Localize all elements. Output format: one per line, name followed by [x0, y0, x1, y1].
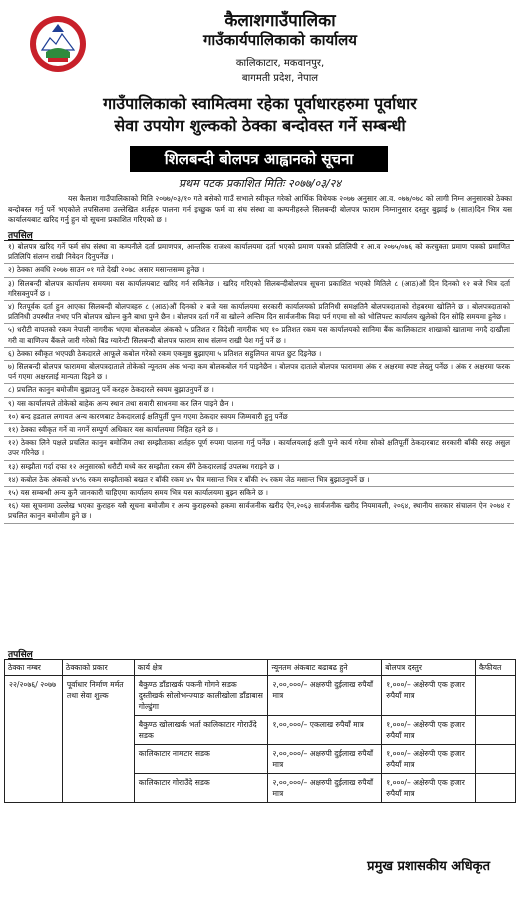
condition-item: १०) बन्द हडताल लगायत अन्य कारणबाट ठेकदारलाई क्षतिपुर्ती पुग्न गएमा ठेकदार स्वयम जिम्मवारी हुनु पर्नेछ [4, 411, 514, 424]
address-line-2: बागमती प्रदेश, नेपाल [241, 73, 319, 84]
office-name: गाउँकार्यपालिकाको कार्यालय [202, 31, 357, 49]
minimum-amount: २,००,०००/– अक्षरुपी दुईलाख रुपैयाँ मात्र [268, 745, 382, 774]
col-tender-fee: बोलपत्र दस्तुर [382, 660, 476, 676]
tender-fee: १,०००/– अक्षेरुपी एक हजार रुपैयाँ मात्र [382, 716, 476, 745]
work-area: कालिकाटार नामटार सडक [134, 745, 268, 774]
minimum-amount: १,००,०००/– एकलाख रुपैयाँ मात्र [268, 716, 382, 745]
notice-title-line-2: सेवा उपयोग शुल्कको ठेक्का बन्दोवस्त गर्ने सम्बन्धी [114, 116, 406, 135]
table-header-row [5, 660, 516, 676]
intro-paragraph: यस कैलाश गाउँपालिकाको मिति २०७७/०३/१० गते बसेको गाउँ सभाले स्वीकृत गरेको आर्थिक विधेयक २०७७ अनुसार आ.व. ०७७/०७८ को लागी निम्न अनुसारको ठेक्का बन्दोबस्त गर्नु पर्ने भएकोले तपसिलमा उल्लेखित शर्तहरु पालना गर्न इच्छुक फर्म वा संघ संस्था वा कम्पनीहरुले सिलबन्दी बोलपत्र फाराम निम्नानुसार दस्तुर बुझाई ७ (सात)दिन भित्र यस कार्यालयबाट खरिद गर्नु हुन यो सूचना प्रकाशित गरिएको छ । [8, 194, 512, 224]
condition-item: १२) ठेक्का लिने पक्षले प्रचलित कानुन बमोजिम तथा सम्झौताका शर्तहरु पूर्ण रुपमा पालना गर्नु पर्नेछ । कार्यालयलाई क्षती पुग्ने कार्य गरेमा सोको क्षतिपूर्ती ठेकदारबाट सरकारी बाँकी सरह असुल उपर गरिनेछ । [4, 437, 514, 460]
work-area: बैकुण्ठ खोलाखर्क भर्ता कालिकाटार गोराउँदे सडक [134, 716, 268, 745]
section-label: तपसिल [8, 231, 33, 241]
col-work-area: कार्य क्षेत्र [134, 660, 268, 676]
condition-item: १५) यस सम्बन्धी अन्य कुनै जानकारी चाहिएमा कार्यालय समय भित्र यस कार्यालयमा बुझ्न सकिने छ । [4, 487, 514, 500]
condition-item: ६) ठेक्का स्वीकृत भएपछी ठेकदारले आफूले कबोल गरेको रकम एकमुष्ठ बुझाएमा ५ प्रतिशत सहुलियत वापत छुट दिइनेछ । [4, 348, 514, 361]
col-contract-no: ठेक्का नम्बर [5, 660, 63, 676]
nepal-emblem-icon [28, 14, 88, 74]
remarks [475, 745, 515, 774]
condition-item: ९) यस कार्यालयले तोकेको बाहेक अन्य स्थान तथा सवारी साधनमा कर लिन पाइने छैन । [4, 398, 514, 411]
remarks [475, 676, 515, 716]
condition-item: २) ठेक्का अवधि २०७७ साउन ०१ गते देखी २०७८ असार मसान्तसम्म हुनेछ । [4, 264, 514, 277]
notice-heading-box: शिलबन्दी बोलपत्र आह्वानको सूचना [130, 146, 388, 172]
condition-item: १४) कबोल ठेक अंकको ४५% रकम सम्झौताको बखत र बाँकी रकम ४५ चैत्र मसान्त भित्र र बाँकी २५ रकम जेठ मसान्त भित्र बुझाउनुपर्ने छ । [4, 474, 514, 487]
tender-fee: १,०००/– अक्षेरुपी एक हजार रुपैयाँ मात्र [382, 774, 476, 803]
contract-table [4, 659, 516, 803]
remarks [475, 774, 515, 803]
condition-item: ७) सिलबन्दी बोलपत्र फाराममा बोलपत्रदाताले तोकेको न्यूनतम अंक भन्दा कम बोलकबोल गर्न पाइनेछैन । बोलपत्र दाताले बोलपत्र फाराममा अंक र अक्षरमा स्पष्ट लेख्नु पर्नेछ । अंक र अक्षरमा फरक पर्न गएमा अक्षरलाई मान्यता दिइने छ । [4, 361, 514, 384]
condition-item: १६) यस सूचनामा उल्लेख भएका कुराहरु यसै सूचना बमोजीम र अन्य कुराहरुको हकमा सार्वजनीक खरीद ऐन,२०६३ सार्वजनीक खरीद नियमावली, २०६४, स्थानीय सरकार संचालन ऐन २०७४ र प्रचलित कानुन बमोजीम हुने छ । [4, 500, 514, 523]
work-area: बैकुण्ठ डाँडाखर्क पकनी गोगने सडक दुस्तीखर्क सोलोभन्ज्याङ कालीखोला डाँडाबास गोल्ढुंगा [134, 676, 268, 716]
table-section-label: तपसिल [8, 650, 33, 660]
municipality-name: कैलाशगाउँपालिका [224, 11, 336, 31]
condition-item: १) बोलपत्र खरिद गर्ने फर्म संघ संस्था वा कम्पनीले दर्ता प्रमाणपत्र, आन्तरिक राजश्व कार्यालयमा दर्ता भएको प्रमाण पत्रको प्रतिलिपी र आ.व २०७५/०७६ को करचुक्ता प्रमाण पत्रको प्रमाणित प्रतिलिपि संलग्न राखी निवेदन दिनुपर्नेछ । [4, 241, 514, 264]
work-area: कालिकाटार गोराउँदे सडक [134, 774, 268, 803]
col-remarks: कैफीयत [475, 660, 515, 676]
signatory-title: प्रमुख प्रशासकीय अधिकृत [367, 859, 490, 874]
minimum-amount: २,००,०००/– अक्षरुपी दुईलाख रुपैयाँ मात्र [268, 676, 382, 716]
contract-type: पूर्वाधार निर्माण मर्मत तथा सेवा शुल्क [62, 676, 134, 803]
condition-item: ८) प्रचलित कानुन बमोजीम बुझाउनु पर्ने करहरु ठेकदारले स्वयम बुझाउनुपर्ने छ । [4, 384, 514, 397]
condition-item: ४) रितपूर्वक दर्ता हुन आएका सिलबन्दी बोलपत्रहरु ८ (आठ)औं दिनको २ बजे यस कार्यालयमा सरकारी कार्यालयको प्रतिनिधी समक्षतिनै बोलपत्रदाताको रोहबरमा खोलिने छ । बोलपत्रदाताको प्रतिनिधी उपस्थीत नभए पनि बोलपत्र खोल्न कुनै बाधा पुग्ने छैन । बोलपत्र दर्ता गर्ने वा खोल्ने अन्तिम दिन सार्वजनीक विदा पर्न गएमा सो को भोलिपल्ट कार्यालय खुलेको दिन सोहि समयमा हुनेछ । [4, 301, 514, 324]
condition-item: ११) ठेक्का स्वीकृत गर्ने वा नगर्ने सम्पुर्ण अधिकार यस कार्यालयमा निहित रहने छ । [4, 424, 514, 437]
tender-fee: १,०००/– अक्षेरुपी एक हजार रुपैयाँ मात्र [382, 676, 476, 716]
condition-item: ५) धरौटी वापतको रकम नेपाली नागरीक भएमा बोलकबोल अंकको ५ प्रतिशत र विदेशी नागरीक भए १० प्रतिशत रकम यस कार्यालयको सानिमा बैंक कालिकाटार शाखाको खातामा नगदै दाखीला गरी वा बाणिज्य बैंकले जारी गरेको बिड ग्यारेन्टी सिलबन्दी बोलपत्र फाराम साथ संलग्न राखी पेश गर्नु पर्ने छ । [4, 324, 514, 347]
notice-title-line-1: गाउँपालिकाको स्वामित्वमा रहेका पूर्वाधारहरुमा पूर्वाधार [103, 94, 417, 113]
condition-item: १३) सम्झौता गर्दा दफा १२ अनुसारको धरौटी मध्ये कर सम्झौता रकम सँगै ठेकदारलाई उपलब्ध गराइने छ । [4, 461, 514, 474]
table-row [5, 676, 516, 716]
minimum-amount: २,००,०००/– अक्षरुपी दुईलाख रुपैयाँ मात्र [268, 774, 382, 803]
remarks [475, 716, 515, 745]
col-contract-type: ठेक्काको प्रकार [62, 660, 134, 676]
address-line-1: कालिकाटार, मकवानपुर, [235, 58, 325, 69]
col-minimum-amount: न्यूनतम अंकबाट बढाबढ हुने [268, 660, 382, 676]
tender-fee: १,०००/– अक्षेरुपी एक हजार रुपैयाँ मात्र [382, 745, 476, 774]
conditions-list [4, 240, 514, 524]
published-date: प्रथम पटक प्रकाशित मितिः २०७७/०३/२४ [178, 177, 342, 190]
condition-item: ३) सिलबन्दी बोलपत्र कार्यालय समयमा यस कार्यालयबाट खरिद गर्न सकिनेछ । खरिद गरिएको सिलबन्दीबोलपत्र सूचना प्रकाशित भएको मितिले ८ (आठ)औं दिन दिनको १२ बजे भित्र दर्ता गरिसक्नुपर्ने छ । [4, 278, 514, 301]
contract-number: २२/२०७६/ २०७७ [5, 676, 63, 803]
